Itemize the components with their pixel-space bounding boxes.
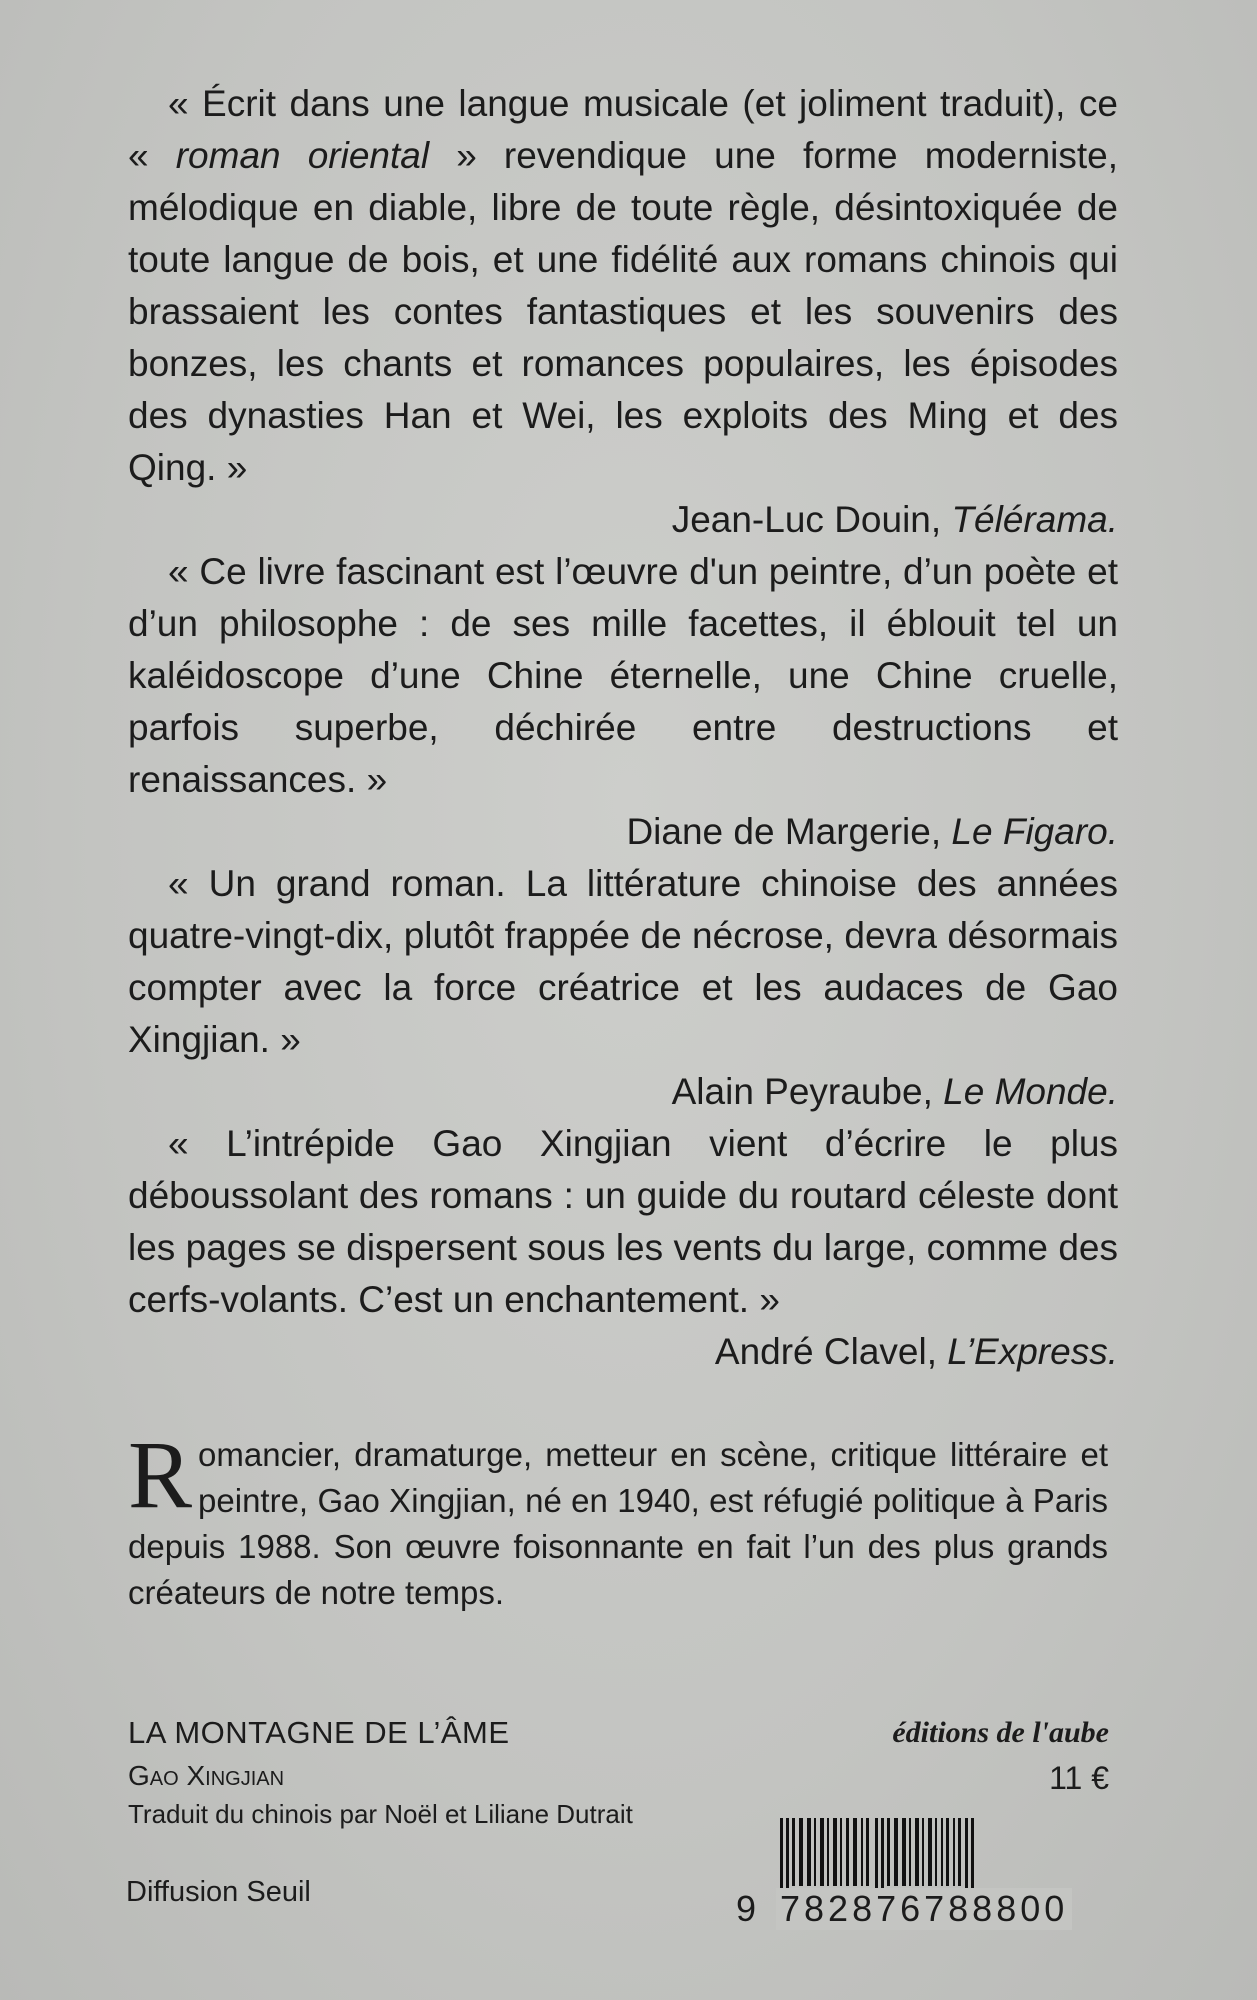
review-quote: « Écrit dans une langue musicale (et joliment traduit), ce « roman oriental » revendique une forme moderniste, mélodique en diable, libre de toute règle, désintoxiquée de toute langue de bois, et une fidélité aux romans chinois qui brassaient les contes fantastiques et les souvenirs des bonzes, les chants et romances populaires, les épisodes des dynasties Han et Wei, les exploits des Ming et des Qing. »	[128, 83, 1119, 488]
translator-credit: Traduit du chinois par Noël et Liliane Dutrait	[128, 1799, 633, 1829]
barcode-bar	[909, 1818, 911, 1886]
barcode-bar	[941, 1818, 943, 1886]
barcode-bar	[833, 1818, 837, 1886]
review-quote: « L’intrépide Gao Xingjian vient d’écrire le plus déboussolant des romans : un guide du routard céleste dont les pages se dispersent sous les vents du large, comme des cerfs-volants. C’est un enchantement. »	[128, 1123, 1118, 1320]
barcode-bar	[861, 1818, 863, 1886]
barcode-first-digit: 9	[736, 1888, 761, 1929]
barcode-bar	[853, 1818, 857, 1886]
barcode-bar	[820, 1818, 824, 1886]
review-attribution: Diane de Margerie, Le Figaro.	[626, 811, 1118, 852]
review-attribution: Alain Peyraube, Le Monde.	[671, 1071, 1118, 1112]
barcode-bar	[807, 1818, 811, 1886]
barcode-bar	[840, 1818, 842, 1886]
review-quote: « Ce livre fascinant est l’œuvre d'un peintre, d’un poète et d’un philosophe : de ses mille facettes, il éblouit tel un kaléidoscope d’une Chine éternelle, une Chine cruelle, parfois superbe, déchirée entre destructions et renaissances. »	[128, 551, 1118, 800]
distributor: Diffusion Seuil	[126, 1876, 311, 1908]
barcode-bar	[922, 1818, 924, 1886]
barcode-bar	[866, 1818, 869, 1886]
barcode-bar	[887, 1818, 890, 1886]
press-reviews	[128, 78, 1118, 1378]
review-attribution: Jean-Luc Douin, Télérama.	[671, 499, 1118, 540]
review-quote: « Un grand roman. La littérature chinoise des années quatre-vingt-dix, plutôt frappée de nécrose, devra désormais compter avec la force créatrice et les audaces de Gao Xingjian. »	[128, 863, 1118, 1060]
price: 11 €	[1049, 1760, 1109, 1796]
barcode-bar	[953, 1818, 955, 1886]
barcode-bar	[792, 1818, 795, 1886]
barcode-bar	[846, 1818, 849, 1886]
author-biography: Romancier, dramaturge, metteur en scène, critique littéraire et peintre, Gao Xingjian, né en 1940, est réfugié politique à Paris depuis 1988. Son œuvre foisonnante en fait l’un des plus grands créateurs de notre temps.	[128, 1421, 1108, 1611]
barcode-bar	[827, 1818, 829, 1886]
barcode-bar	[946, 1818, 949, 1886]
colophon	[128, 1712, 633, 1832]
book-author: Gao Xingjian	[128, 1760, 285, 1791]
review-attribution: André Clavel, L’Express.	[714, 1331, 1118, 1372]
drop-cap: R	[128, 1421, 193, 1528]
barcode-bar	[894, 1818, 898, 1886]
book-title: LA MONTAGNE DE L’ÂME	[128, 1715, 510, 1750]
barcode-digits: 782876788800	[776, 1888, 1072, 1930]
barcode-bar	[928, 1818, 932, 1886]
barcode-bar	[902, 1818, 906, 1886]
publisher-name: éditions de l'aube	[892, 1716, 1109, 1749]
barcode-bar	[958, 1818, 961, 1886]
barcode-bar	[799, 1818, 803, 1886]
barcode-bar	[915, 1818, 919, 1886]
barcode-bar	[814, 1818, 816, 1886]
publisher-block	[892, 1712, 1109, 1798]
barcode-bar	[935, 1818, 937, 1886]
